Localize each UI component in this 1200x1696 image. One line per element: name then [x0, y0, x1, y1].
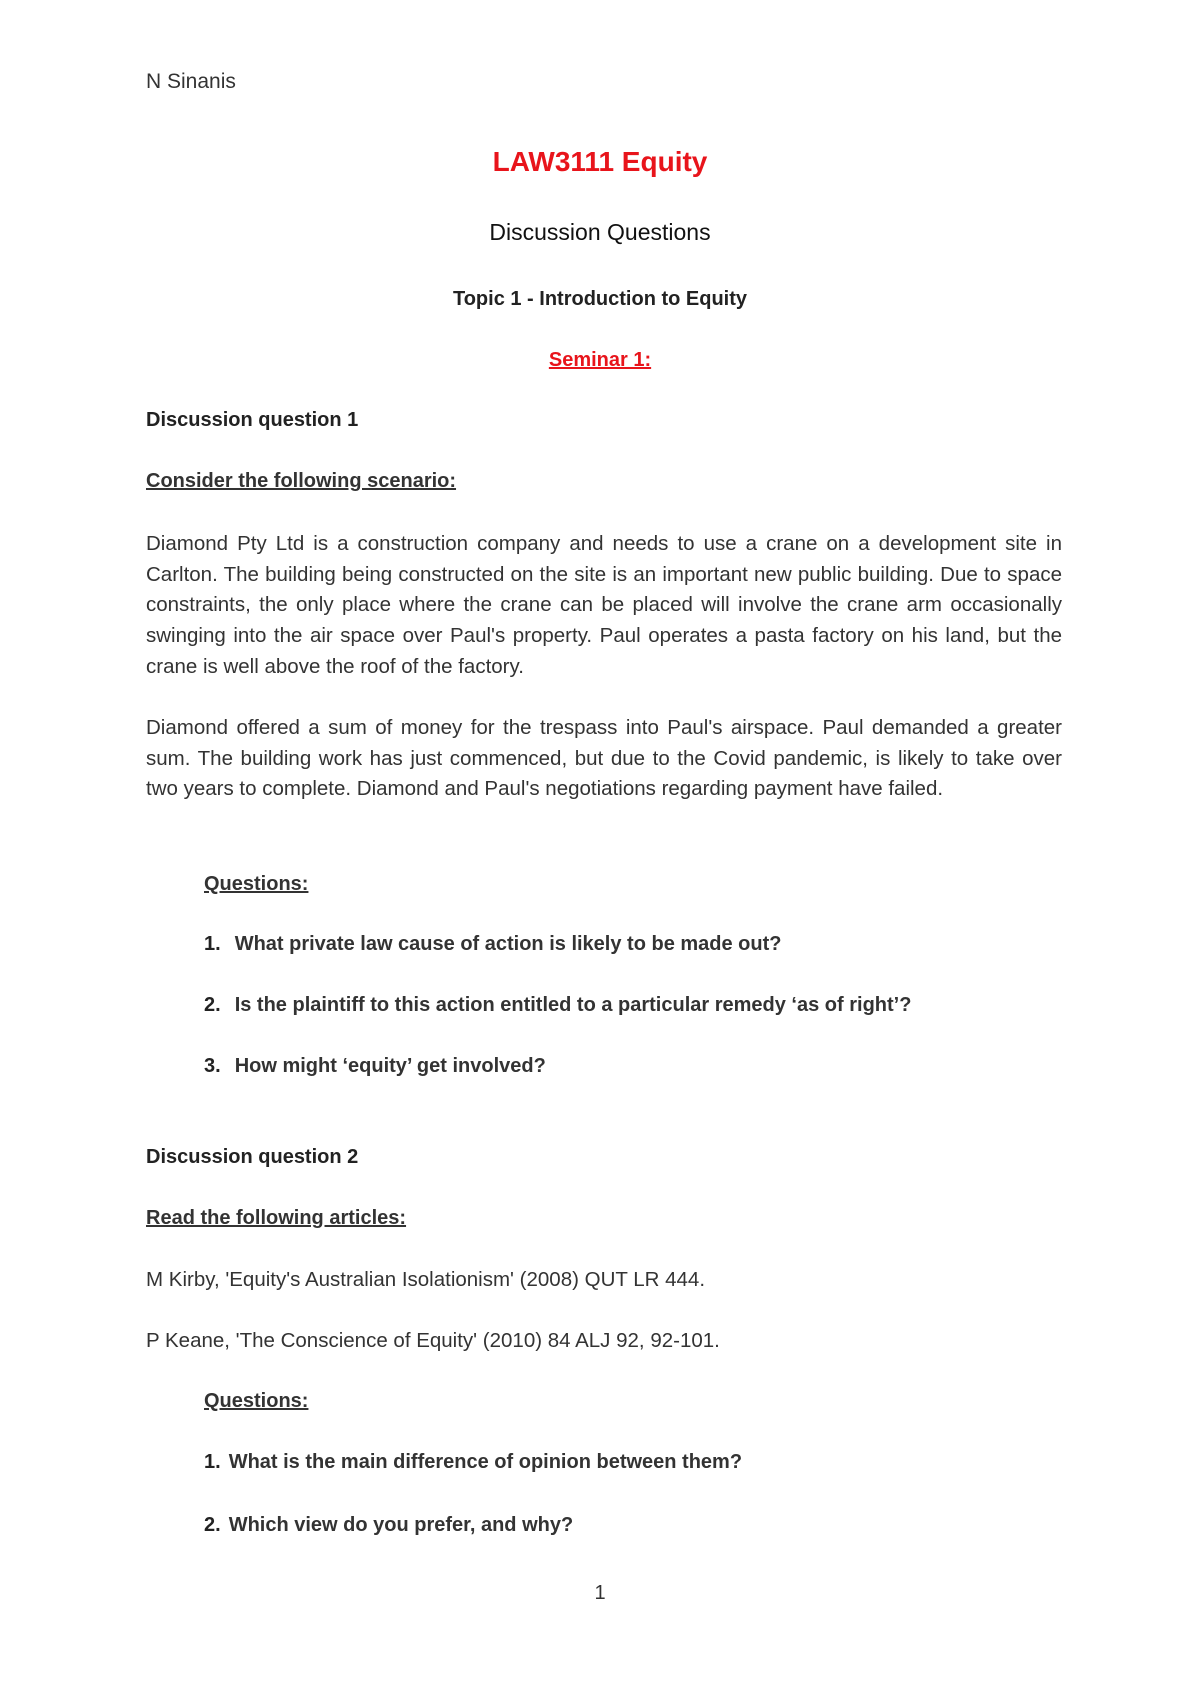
document-title: LAW3111 Equity	[492, 146, 708, 177]
list-item	[204, 1451, 742, 1474]
question-number: 1.	[204, 933, 221, 955]
seminar-heading: Seminar 1:	[548, 349, 652, 371]
scenario-label: Consider the following scenario:	[146, 470, 457, 492]
question-number: 2.	[204, 1514, 221, 1536]
list-item	[204, 994, 911, 1017]
question-text: What private law cause of action is likely to be made out?	[234, 933, 782, 955]
question-number: 1.	[204, 1451, 221, 1473]
question-number: 2.	[204, 994, 221, 1016]
discussion-question-1-heading: Discussion question 1	[146, 409, 359, 431]
question-text: Which view do you prefer, and why?	[228, 1514, 574, 1536]
header-author: N Sinanis	[146, 70, 236, 93]
list-item	[204, 1055, 546, 1078]
list-item	[204, 933, 781, 956]
list-item	[204, 1514, 573, 1537]
question-text: Is the plaintiff to this action entitled to a particular remedy ‘as of right’?	[234, 994, 912, 1016]
read-articles-label: Read the following articles:	[146, 1207, 407, 1229]
scenario-paragraph-2: Diamond offered a sum of money for the trespass into Paul's airspace. Paul demanded a greater sum. The building work has just commenced, but due to the Covid pandemic, is likely to take over two years to complete. Diamond and Paul's negotiations regarding payment have failed.	[146, 716, 1062, 801]
question-text: What is the main difference of opinion between them?	[228, 1451, 743, 1473]
article-reference: P Keane, 'The Conscience of Equity' (2010) 84 ALJ 92, 92-101.	[146, 1329, 720, 1352]
article-reference: M Kirby, 'Equity's Australian Isolationism' (2008) QUT LR 444.	[146, 1268, 706, 1291]
question-text: How might ‘equity’ get involved?	[234, 1055, 546, 1077]
questions-label-1: Questions:	[204, 873, 309, 895]
document-subtitle: Discussion Questions	[489, 219, 711, 245]
scenario-paragraph-1: Diamond Pty Ltd is a construction company and needs to use a crane on a development site in Carlton. The building being constructed on the site is an important new public building. Due to space constraints, the only place where the crane can be placed will involve the crane arm occasionally swinging into the air space over Paul's property. Paul operates a pasta factory on his land, but the crane is well above the roof of the factory.	[146, 532, 1062, 678]
question-number: 3.	[204, 1055, 221, 1077]
discussion-question-2-heading: Discussion question 2	[146, 1146, 359, 1168]
questions-label-2: Questions:	[204, 1390, 309, 1412]
page-number: 1	[594, 1582, 606, 1604]
topic-heading: Topic 1 - Introduction to Equity	[452, 288, 748, 310]
